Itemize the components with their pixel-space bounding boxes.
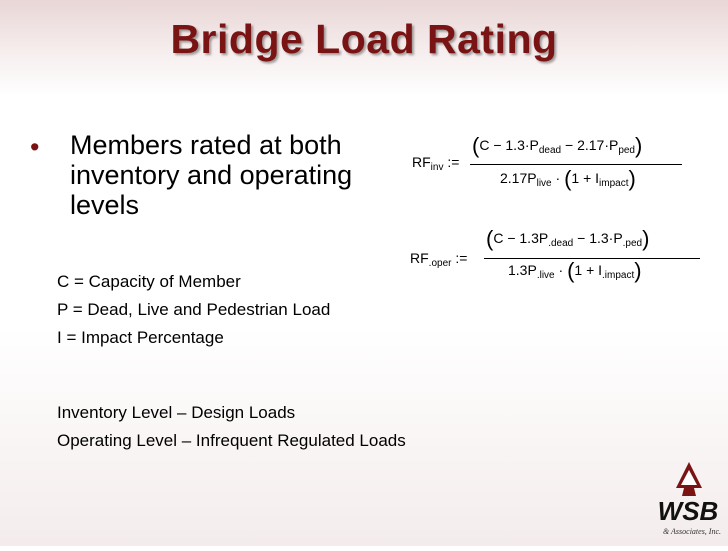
level-item: Operating Level – Infrequent Regulated Loads [57,431,406,450]
bullet-marker: • [30,132,40,162]
logo-graphic [648,460,726,546]
equation-numerator: $(C - 1.3\cdot P_{dead} - 2.17\cdot P_{ped})$ [472,133,643,158]
definitions-list [57,268,330,352]
logo-wordmark: WSB [657,496,719,526]
slide-title: Bridge Load Rating [170,16,558,62]
definition-item: P = Dead, Live and Pedestrian Load [57,300,331,319]
logo-tagline: & Associates, Inc. [662,527,722,536]
fraction-bar [470,164,682,165]
equation-denominator: $2.17P_{live} \cdot (1 + I_{impact})$ [500,166,636,191]
equation-lhs: $RF_{inv}$ := [412,154,460,173]
equation-operating [408,228,718,288]
definition-item: C = Capacity of Member [57,272,241,291]
fraction-bar [484,258,700,259]
equation-inventory [408,134,708,194]
equation-numerator: $(C - 1.3P_{.dead} - 1.3\cdot P_{.ped})$ [486,226,650,251]
bullet-text: Members rated at both inventory and operating levels [70,130,353,220]
equation-lhs: $RF_{.oper}$ := [410,250,468,269]
equation-denominator: $1.3P_{.live} \cdot (1 + I_{.impact})$ [508,258,642,283]
levels-list [57,399,406,455]
company-logo [648,460,726,546]
level-item: Inventory Level – Design Loads [57,403,296,422]
definition-item: I = Impact Percentage [57,328,224,347]
